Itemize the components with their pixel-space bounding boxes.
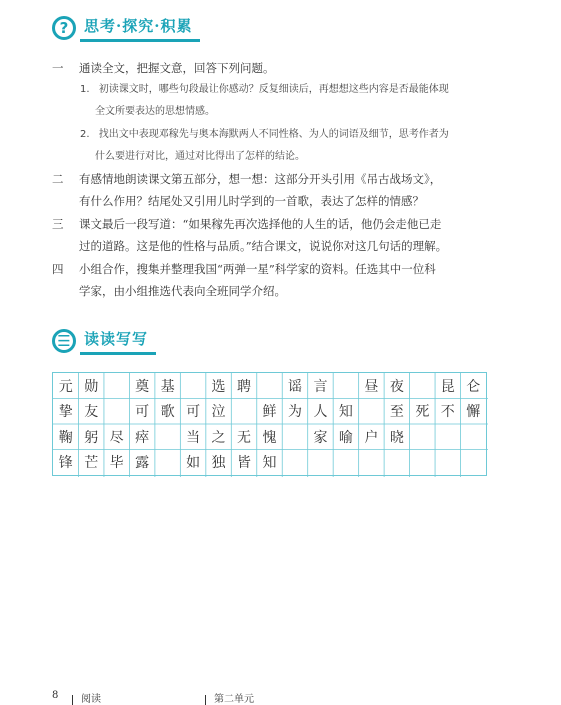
vocab-char: 言 xyxy=(313,378,328,395)
vocab-char: 至 xyxy=(389,404,404,421)
section-header-thinking xyxy=(52,15,192,40)
vocab-char: 尽 xyxy=(109,429,124,446)
vocab-char: 可 xyxy=(186,404,201,421)
sub-question-text: 初读课文时，哪些句段最让你感动？反复细读后，再想想这些内容是否最能体现 xyxy=(98,84,449,95)
sub-question-number: 1. xyxy=(80,84,90,95)
vocab-char: 皆 xyxy=(237,455,252,472)
vocab-char: 毕 xyxy=(109,455,124,472)
vocab-char: 锋 xyxy=(58,455,73,472)
vocab-char: 如 xyxy=(186,455,201,472)
question-text: 课文最后一段写道：“如果稼先再次选择他的人生的话，他仍会走他已走 xyxy=(79,217,442,231)
sub-question-number: 2. xyxy=(80,129,90,140)
vocab-char: 户 xyxy=(364,429,379,446)
question-text: 通读全文，把握文意，回答下列问题。 xyxy=(79,61,275,75)
vocab-char: 可 xyxy=(135,404,150,421)
section-title: 思考·探究·积累 xyxy=(84,15,192,40)
question-text-cont: 过的道路。这是他的性格与品质。”结合课文，说说你对这几句话的理解。 xyxy=(79,239,448,253)
vocab-char: 懈 xyxy=(466,404,481,421)
vocab-char: 元 xyxy=(58,378,73,395)
vocab-char: 仑 xyxy=(466,378,481,395)
vocab-char: 谣 xyxy=(287,378,302,395)
vocab-char: 勋 xyxy=(84,378,99,395)
vocab-char: 芒 xyxy=(84,455,99,472)
vocab-char: 独 xyxy=(211,455,226,472)
question-mark-icon: ? xyxy=(52,16,76,40)
vocab-char: 知 xyxy=(262,455,277,472)
question-text-cont: 学家，由小组推选代表向全班同学介绍。 xyxy=(79,284,286,298)
question-4 xyxy=(52,258,492,302)
vocab-char: 露 xyxy=(135,455,150,472)
question-2 xyxy=(52,168,492,212)
footer-right-text: 第二单元 xyxy=(205,690,254,705)
vocab-char: 昼 xyxy=(364,378,379,395)
vocab-char: 选 xyxy=(211,378,226,395)
sub-question-1-cont: 全文所要表达的思想情感。 xyxy=(95,106,215,117)
vocab-char: 歌 xyxy=(160,404,175,421)
vocab-char: 不 xyxy=(440,404,455,421)
section-header-read-write xyxy=(52,328,148,353)
vocab-char: 无 xyxy=(237,429,252,446)
question-number: 四 xyxy=(52,262,64,276)
vocab-char: 家 xyxy=(313,429,328,446)
question-number: 二 xyxy=(52,172,64,186)
vocab-char: 鲜 xyxy=(262,404,277,421)
vocab-char: 晓 xyxy=(389,429,404,446)
vocab-char: 为 xyxy=(287,404,302,421)
page-number: 8 xyxy=(52,690,59,701)
footer-left-text: 阅读 xyxy=(72,690,101,705)
question-number: 一 xyxy=(52,61,64,75)
vocab-char: 当 xyxy=(186,429,201,446)
vocab-char: 人 xyxy=(313,404,328,421)
vocab-char: 夜 xyxy=(389,378,404,395)
vocab-char: 躬 xyxy=(84,429,99,446)
question-text: 有感情地朗读课文第五部分，想一想：这部分开头引用《吊古战场文》， xyxy=(79,172,442,186)
vocab-char: 奠 xyxy=(135,378,150,395)
question-3 xyxy=(52,213,492,257)
vocab-char: 泣 xyxy=(211,404,226,421)
vocab-char: 基 xyxy=(160,378,175,395)
sub-question-1 xyxy=(80,79,449,101)
vocabulary-grid xyxy=(52,372,487,476)
vocab-char: 之 xyxy=(211,429,226,446)
vocab-char: 瘁 xyxy=(135,429,150,446)
vocab-char: 挚 xyxy=(58,404,73,421)
vocab-char: 聘 xyxy=(237,378,252,395)
vocab-char: 昆 xyxy=(440,378,455,395)
vocab-char: 愧 xyxy=(262,429,277,446)
sub-question-2-cont: 什么要进行对比，通过对比得出了怎样的结论。 xyxy=(95,151,305,162)
vocab-char: 喻 xyxy=(338,429,353,446)
sub-question-text: 找出文中表现邓稼先与奥本海默两人不同性格、为人的词语及细节，思考作者为 xyxy=(98,129,449,140)
question-text-cont: 有什么作用？结尾处又引用儿时学到的一首歌，表达了怎样的情感？ xyxy=(79,194,424,208)
vocab-char: 死 xyxy=(415,404,430,421)
list-lines-icon: ☰ xyxy=(52,329,76,353)
question-number: 三 xyxy=(52,217,64,231)
vocab-char: 友 xyxy=(84,404,99,421)
question-1 xyxy=(52,57,492,79)
vocab-char: 知 xyxy=(338,404,353,421)
question-text: 小组合作，搜集并整理我国“两弹一星”科学家的资料。任选其中一位科 xyxy=(79,262,436,276)
section-title: 读读写写 xyxy=(84,328,148,353)
vocab-char: 鞠 xyxy=(58,429,73,446)
sub-question-2 xyxy=(80,124,449,146)
